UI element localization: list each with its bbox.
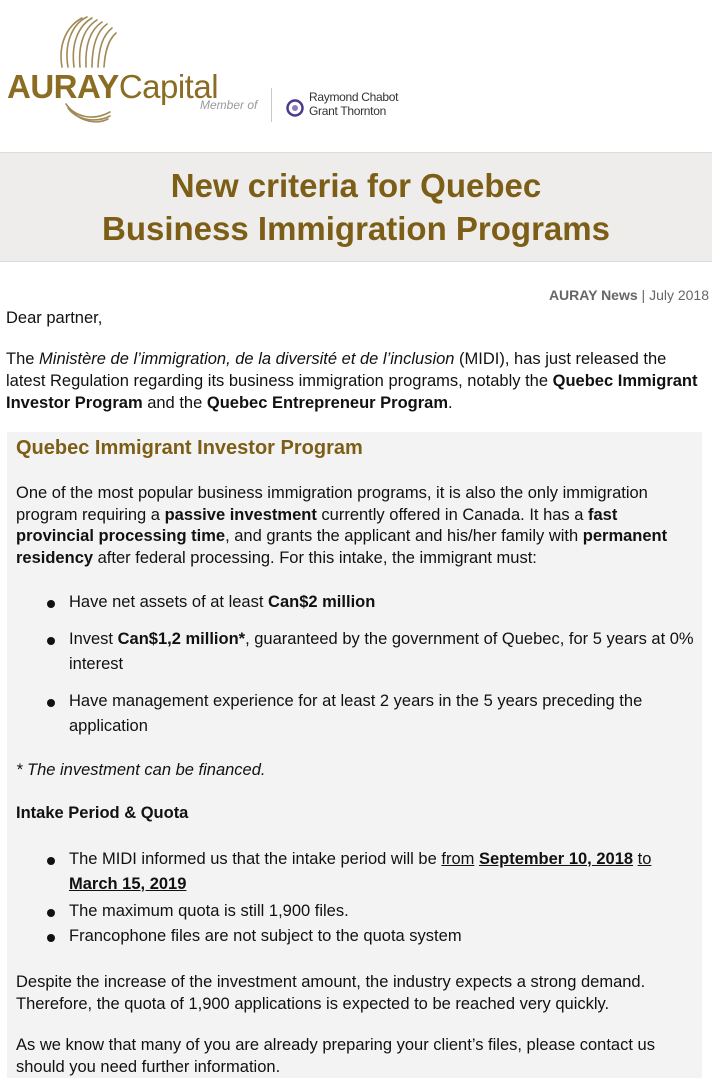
banner-title-line2: Business Immigration Programs (102, 210, 610, 247)
intake-start-date: September 10, 2018 (478, 850, 634, 868)
demand-paragraph: Despite the increase of the investment amount, the industry expects a strong demand. Therefore, the quota of 1,900 applications is expected to be reached very quickly. (16, 973, 646, 1013)
bullet-icon (45, 630, 65, 650)
intro-paragraph: The Ministère de l’immigration, de la diversité et de l’inclusion (MIDI), has just released the latest Regulation regarding its business immigration programs, notably the Quebec Immigrant Investor Program and the Quebec Entrepreneur Program. (6, 350, 698, 412)
requirement-item: Have management experience for at least 2 years in the 5 years preceding the application (69, 692, 643, 735)
logo-auray-text: AURAY (7, 68, 119, 105)
greeting: Dear partner, (6, 309, 103, 327)
news-dateline (549, 287, 709, 303)
intake-item: The MIDI informed us that the intake period will be from September 10, 2018 to March 15, 2019 (69, 850, 652, 893)
title-banner (0, 152, 712, 262)
section-title: Quebec Immigrant Investor Program (16, 437, 363, 459)
member-divider (271, 88, 272, 122)
news-separator: | (637, 287, 650, 303)
contact-paragraph: As we know that many of you are already preparing your client’s files, please contact us should you need further information. (16, 1036, 655, 1076)
logo-capital-text: Capital (118, 68, 219, 105)
auray-capital-logo (7, 68, 218, 106)
intake-item: Francophone files are not subject to the quota system (69, 927, 462, 945)
investor-program-section (7, 432, 702, 1078)
banner-title-line1: New criteria for Quebec (170, 167, 542, 204)
section-intro-paragraph: One of the most popular business immigration programs, it is also the only immigration program requiring a passive investment currently offered in Canada. It has a fast provincial processing time, and grants the applicant and his/her family with permanent residency after federal processing. For this intake, the immigrant must: (16, 484, 668, 567)
financing-note: * The investment can be financed. (16, 761, 266, 779)
intake-heading: Intake Period & Quota (16, 804, 189, 822)
program-investor: Quebec Immigrant Investor Program (6, 372, 698, 412)
requirement-item: Have net assets of at least Can$2 million (69, 593, 376, 611)
news-source: AURAY News (548, 287, 638, 303)
program-entrepreneur: Quebec Entrepreneur Program (206, 394, 449, 412)
rcgt-logo-icon (286, 99, 304, 117)
rcgt-line1: Raymond Chabot (309, 90, 399, 104)
member-of-label: Member of (200, 98, 258, 112)
bullet-icon (45, 902, 65, 922)
rcgt-logo-text (309, 90, 398, 118)
bullet-icon (45, 927, 65, 947)
bullet-icon (45, 593, 65, 613)
email-header (0, 0, 712, 152)
ministry-name: Ministère de l’immigration, de la diversité et de l’inclusion (39, 350, 455, 368)
news-date: July 2018 (649, 287, 709, 303)
intake-item: The maximum quota is still 1,900 files. (69, 902, 349, 920)
bullet-icon (45, 692, 65, 712)
rcgt-line2: Grant Thornton (309, 104, 386, 118)
requirement-item: Invest Can$1,2 million*, guaranteed by the government of Quebec, for 5 years at 0% interest (69, 630, 694, 673)
intake-end-date: March 15, 2019 (69, 875, 187, 893)
bullet-icon (45, 850, 65, 870)
